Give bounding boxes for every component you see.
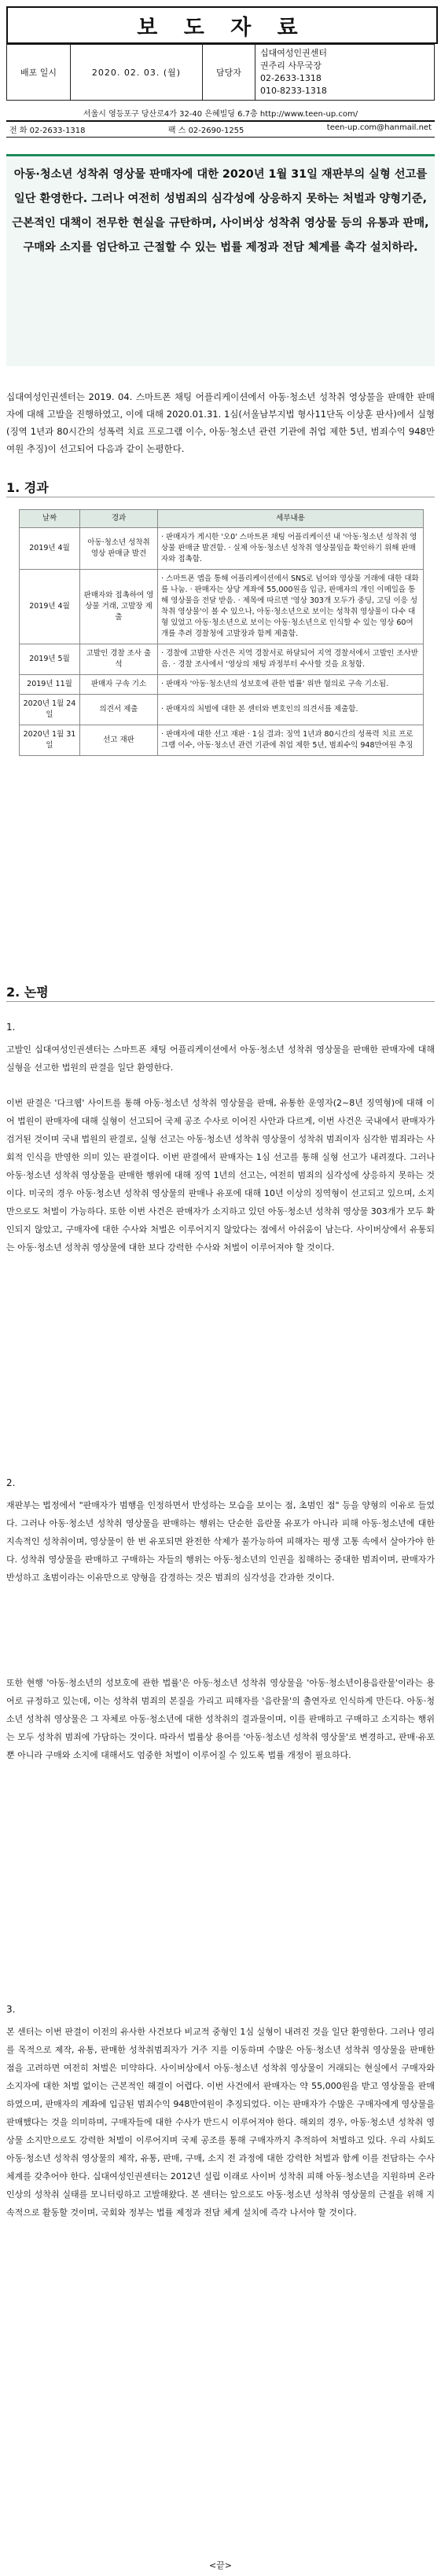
section-heading-commentary: 2. 논평	[6, 985, 49, 1000]
row-detail: · 판매자에 대한 선고 재판 · 1심 결과: 징역 1년과 80시간의 성폭력 치료 프로그램 이수, 아동·청소년 관련 기관에 취업 제한 5년, 범죄수익 948만여원 추징	[158, 725, 424, 756]
row-detail: · 스마트폰 앱을 통해 어플리케이션에서 SNS로 넘어와 영상물 거래에 대한 대화를 나눔. · 판매자는 상당 계좌에 55,000원을 입금, 판매자의 개인 이메일을 통해 영상물을 전달 받음. · 제목에 따르면 '영상 303개 모두가 중딩, 고딩 이응 성착취 영상물'이 볼 수 있으나, 아동·청소년으로 보이는 성착취 영상물이 다수 대형 있었고 아동·청소년으로 보이는 아동·청소년으로 인식할 수 있는 영상 60여 개를 추려 경찰청에 고발장과 함께 제출함.	[158, 570, 424, 644]
row-event: 선고 재판	[80, 725, 158, 756]
end-mark: <끝>	[208, 2560, 233, 2570]
contact-org: 십대여성인권센터	[260, 48, 328, 58]
table-header-event: 경과	[80, 510, 158, 528]
row-date: 2019년 11월	[20, 675, 80, 695]
contact-label: 담당자	[203, 45, 255, 101]
row-date: 2020년 1월 31일	[20, 725, 80, 756]
section-divider	[6, 1001, 435, 1002]
date-label: 배포 일시	[7, 45, 71, 101]
table-row	[20, 570, 424, 644]
row-date: 2019년 4월	[20, 570, 80, 644]
headline-box: 아동·청소년 성착취 영상물 판매자에 대한 2020년 1월 31일 재판부의 실형 선고를 일단 환영한다. 그러나 여전히 성범죄의 심각성에 상응하지 못하는 처벌과 양형기준, 근본적인 대책이 전무한 현실을 규탄하며, 사이버상 성착취 영상물 등의 유통과 판매, 구매와 소지를 엄단하고 근절할 수 있는 법률 제정과 전담 체계를 촉각 설치하라.	[6, 154, 435, 366]
org-info-bar	[6, 105, 435, 138]
item-number: 1.	[6, 1022, 16, 1033]
contact-phone: 02-2633-1318	[260, 73, 322, 83]
document-title: 보 도 자 료	[6, 6, 438, 44]
contact-person: 권주리 사무국장	[260, 61, 322, 71]
table-row	[20, 644, 424, 675]
table-row	[20, 725, 424, 756]
commentary-paragraph: 고발인 십대여성인권센터는 스마트폰 채팅 어플리케이션에서 아동·청소년 성착취 영상물을 판매한 판매자에 대해 실형을 선고한 법원의 판결을 일단 환영한다.	[6, 1044, 435, 1073]
table-row	[20, 675, 424, 695]
row-date: 2020년 1월 24일	[20, 695, 80, 725]
org-fax: 팩 스 02-2690-1255	[167, 127, 244, 135]
org-phone: 전 화 02-2633-1318	[9, 127, 86, 135]
row-event: 의견서 제출	[80, 695, 158, 725]
row-detail: · 경찰에 고발한 사건은 지역 경찰서로 하달되어 지역 경찰서에서 고발인 조사받음. · 경찰 조사에서 '영상의 채팅 과정부터 수사할 것을 요청함.	[158, 644, 424, 675]
row-detail: · 판매자가 게시한 '오0' 스마트폰 채팅 어플리케이션 내 '아동·청소년 성착취 영상물 판매글 발견함. · 실제 아동·청소년 성착취 영상물임을 확인하기 위해 판매자와 접촉함.	[158, 528, 424, 570]
row-event: 고발인 경찰 조사 출석	[80, 644, 158, 675]
org-address: 서울시 영등포구 당산로4가 32-40 은혜빌딩 6.7층 http://www.teen-up.com/	[83, 110, 358, 119]
meta-table	[6, 44, 435, 101]
table-header-date: 날짜	[20, 510, 80, 528]
timeline-table	[19, 509, 424, 756]
commentary-paragraph: 이번 판결은 '다크웹' 사이트를 통해 아동·청소년 성착취 영상물을 판매, 유통한 운영자(2~8년 징역형)에 대해 이어 법원이 판매자에 대해 실형이 선고되어 국제 공조 수사로 이어진 사안과 다르게, 이번 사건은 국내에서 판매자가 검거된 것이며 국내 법원의 판결로, 실형 선고는 아동·청소년 성착취 영상물이 성착취 범죄이자 심각한 범죄라는 사회적 인식을 반영한 의미 있는 판결이다. 이번 판결에서 판매자는 1심 선고를 통해 실형 선고가 내려졌다. 그러나 아동·청소년 성착취 영상물을 판매한 행위에 대해 징역 1년의 선고는, 여전히 범죄의 심각성에 상응하지 못하는 것이다. 미국의 경우 아동·청소년 성착취 영상물의 판매나 유포에 대해 10년 이상의 징역형이 선고되고 있으며, 소지만으로도 처벌이 가능하다. 또한 이번 사건은 판매자가 소지하고 있던 아동·청소년 성착취 영상물 303개가 모두 확인되지 않았고, 구매자에 대한 수사와 처벌은 이루어지지 않았다는 점에서 아쉬움이 남는다. 사이버상에서 유통되는 아동·청소년 성착취 영상물에 대한 보다 강력한 수사와 처벌이 이루어져야 할 것이다.	[6, 1098, 435, 1253]
row-detail: · 판매자의 처벌에 대한 본 센터와 변호인의 의견서를 제출함.	[158, 695, 424, 725]
table-row	[20, 695, 424, 725]
contact-info	[255, 45, 435, 101]
item-number: 3.	[6, 2004, 16, 2015]
row-date: 2019년 5월	[20, 644, 80, 675]
commentary-paragraph: 재판부는 법정에서 "판매자가 범행을 인정하면서 반성하는 모습을 보이는 점, 초범인 점" 등을 양형의 이유로 들었다. 그러나 아동·청소년 성착취 영상물을 판매하는 행위는 단순한 음란물 유포가 아니라 피해 아동·청소년에 대한 지속적인 성착취이며, 영상물이 한 번 유포되면 완전한 삭제가 불가능하여 피해자는 평생 고통 속에서 살아가야 한다. 성착취 영상물을 판매하고 구매하는 자들의 행위는 아동·청소년의 인권을 침해하는 중대한 범죄이며, 판매자가 반성하고 초범이라는 이유만으로 양형을 감경하는 것은 범죄의 심각성을 간과한 것이다.	[6, 1500, 435, 1583]
date-value: 2020. 02. 03. (월)	[71, 45, 203, 101]
table-header-detail: 세부내용	[158, 510, 424, 528]
table-row	[20, 528, 424, 570]
row-date: 2019년 4월	[20, 528, 80, 570]
row-event: 판매자와 접촉하여 영상물 거래, 고발장 제출	[80, 570, 158, 644]
org-email: teen-up.com@hanmail.net	[326, 123, 432, 132]
row-event: 판매자 구속 기소	[80, 675, 158, 695]
row-detail: · 판매자 '아동·청소년의 성보호에 관한 법률' 위반 혐의로 구속 기소됨.	[158, 675, 424, 695]
org-contact-row	[6, 120, 435, 138]
section-heading-progress: 1. 경과	[6, 480, 49, 495]
item-number: 2.	[6, 1477, 16, 1488]
lead-paragraph: 십대여성인권센터는 2019. 04. 스마트폰 채팅 어플리케이션에서 아동·청소년 성착취 영상물을 판매한 판매자에 대해 고발을 진행하였고, 이에 대해 2020.01.31. 1심(서울남부지법 형사11단독 이상훈 판사)에서 실형(징역 1년과 80시간의 성폭력 치료 프로그램 이수, 아동·청소년 관련 기관에 취업 제한 5년, 범죄수익 948만여원 추징)이 선고되어 다음과 같이 논평한다.	[6, 391, 435, 454]
commentary-paragraph: 본 센터는 이번 판결이 이전의 유사한 사건보다 비교적 중형인 1심 실형이 내려진 것을 일단 환영한다. 그러나 영리를 목적으로 제작, 유통, 판매한 성착취범죄자가 거주 지를 이동하며 수많은 아동·청소년 성착취 영상물을 판매한 점을 고려하면 여전히 처벌은 미약하다. 사이버상에서 아동·청소년 성착취 영상물이 거래되는 현실에서 구매자와 소지자에 대한 처벌 없이는 근본적인 해결이 어렵다. 이번 사건에서 판매자는 약 55,000원을 받고 영상물을 판매하였으며, 판매자의 계좌에 입금된 범죄수익 948만여원이 추징되었다. 이는 판매자가 수많은 구매자에게 영상물을 판매했다는 것을 의미하며, 구매자들에 대한 수사가 반드시 이루어져야 한다. 해외의 경우, 아동·청소년 성착취 영상물 소지만으로도 강력한 처벌이 이루어지며 국제 공조를 통해 구매자까지 추적하여 처벌하고 있다. 우리 사회도 아동·청소년 성착취 영상물의 제작, 유통, 판매, 구매, 소지 전 과정에 대한 강력한 처벌과 함께 이를 전담하는 수사 체계를 갖추어야 한다. 십대여성인권센터는 2012년 설립 이래로 사이버 성착취 피해 아동·청소년을 지원하며 온라인상의 성착취 실태를 모니터링하고 고발해왔다. 본 센터는 앞으로도 아동·청소년 성착취 영상물의 근절을 위해 지속적으로 활동할 것이며, 국회와 정부는 법률 제정과 전담 체계 설치에 즉각 나서야 할 것이다.	[6, 2027, 435, 2218]
contact-mobile: 010-8233-1318	[260, 86, 327, 96]
row-event: 아동·청소년 성착취 영상 판매글 발견	[80, 528, 158, 570]
commentary-paragraph: 또한 현행 '아동·청소년의 성보호에 관한 법률'은 아동·청소년 성착취 영상물을 '아동·청소년이용음란물'이라는 용어로 규정하고 있는데, 이는 성착취 범죄의 본질을 가리고 피해자를 '음란물'의 출연자로 인식하게 만든다. 아동·청소년 성착취 영상물은 그 자체로 아동·청소년에 대한 성착취의 결과물이며, 이를 판매하고 구매하고 소지하는 행위는 모두 성착취 범죄에 가담하는 것이다. 따라서 법률상 용어를 '아동·청소년 성착취 영상물'로 변경하고, 판매·유포뿐 아니라 구매와 소지에 대해서도 엄중한 처벌이 이루어질 수 있도록 법률 개정이 필요하다.	[6, 1678, 435, 1760]
